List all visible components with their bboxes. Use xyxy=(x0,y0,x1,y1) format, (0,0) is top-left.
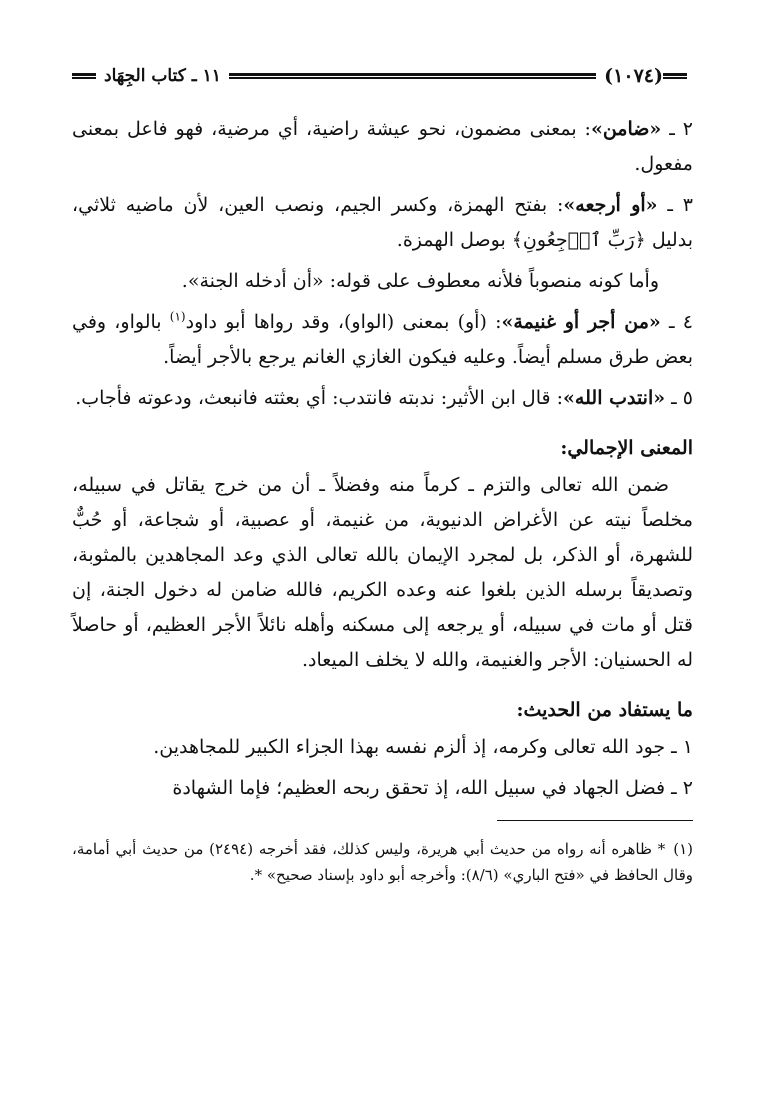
definition-text: : بمعنى مضمون، نحو عيشة راضية، أي مرضية، فهو فاعل بمعنى مفعول. xyxy=(72,118,693,175)
footnote-text: * ظاهره أنه رواه من حديث أبي هريرة، وليس كذلك، فقد أخرجه (٢٤٩٤) من حديث أبي أمامة، وقال الحافظ في «فتح الباري» (٨/٦): وأخرجه أبو داود بإسناد صحيح» *. xyxy=(72,840,693,884)
running-header xyxy=(72,62,693,90)
definition-number: ٢ ـ xyxy=(669,118,694,140)
definition-item xyxy=(72,112,693,182)
book-title: ١١ ـ كتاب الجِهَاد xyxy=(104,66,221,86)
header-rule-cap-right xyxy=(663,73,687,79)
benefit-item: ٢ ـ فضل الجهاد في سبيل الله، إذ تحقق ربحه العظيم؛ فإما الشهادة xyxy=(172,777,693,799)
footnote-divider xyxy=(497,820,693,821)
definition-term: «أو أرجعه» xyxy=(563,194,658,216)
footnote-reference[interactable]: (١) xyxy=(169,309,186,324)
definition-text-continued: بالواو، وفي بعض طرق مسلم أيضاً. وعليه فيكون الغازي الغانم يرجع بالأجر أيضاً. xyxy=(72,311,693,368)
footnote xyxy=(72,836,693,888)
page-number: (١٠٧٤) xyxy=(604,65,663,87)
header-rule xyxy=(229,73,596,79)
footnote-marker: (١) xyxy=(673,840,693,858)
definition-item xyxy=(72,305,693,375)
definition-text: : (أو) بمعنى (الواو)، وقد رواها أبو داود xyxy=(185,311,502,333)
benefits-heading: ما يستفاد من الحديث: xyxy=(516,699,693,721)
general-meaning-heading: المعنى الإجمالي: xyxy=(560,437,693,459)
definition-term: «من أجر أو غنيمة» xyxy=(501,311,661,333)
definition-text: : بفتح الهمزة، وكسر الجيم، ونصب العين، لأن ماضيه ثلاثي، بدليل ﴿رَبِّ ٱرۡجِعُونِ﴾ بوصل الهمزة. xyxy=(72,194,693,251)
definition-term: «ضامن» xyxy=(590,118,662,140)
definition-term: «انتدب الله» xyxy=(563,387,666,409)
definition-number: ٥ ـ xyxy=(671,387,693,409)
definition-number: ٤ ـ xyxy=(668,311,693,333)
definition-number: ٣ ـ xyxy=(667,194,693,216)
definition-extra: وأما كونه منصوباً فلأنه معطوف على قوله: «أن أدخله الجنة». xyxy=(181,270,659,292)
definition-text: : قال ابن الأثير: ندبته فانتدب: أي بعثته فانبعث، ودعوته فأجاب. xyxy=(75,387,564,409)
general-meaning-text: ضمن الله تعالى والتزم ـ كرماً منه وفضلاً ـ أن من خرج يقاتل في سبيله، مخلصاً نيته عن الأغراض الدنيوية، من غنيمة، أو عصبية، أو شجاعة، أو حُبٌّ للشهرة، أو الذكر، بل لمجرد الإيمان بالله تعالى الذي وعد المجاهدين بالمثوبة، وتصديقاً برسله الذين بلغوا عنه وعده الكريم، فالله ضامن له دخول الجنة، إن قتل أو مات في سبيله، أو يرجعه إلى مسكنه وأهله نائلاً الأجر العظيم، أو حاصلاً له الحسنيان: الأجر والغنيمة، والله لا يخلف الميعاد. xyxy=(72,474,694,671)
definition-item xyxy=(72,381,693,416)
definition-item xyxy=(72,188,693,258)
header-rule-cap-left xyxy=(72,73,96,79)
benefit-item: ١ ـ جود الله تعالى وكرمه، إذ ألزم نفسه بهذا الجزاء الكبير للمجاهدين. xyxy=(153,736,693,758)
